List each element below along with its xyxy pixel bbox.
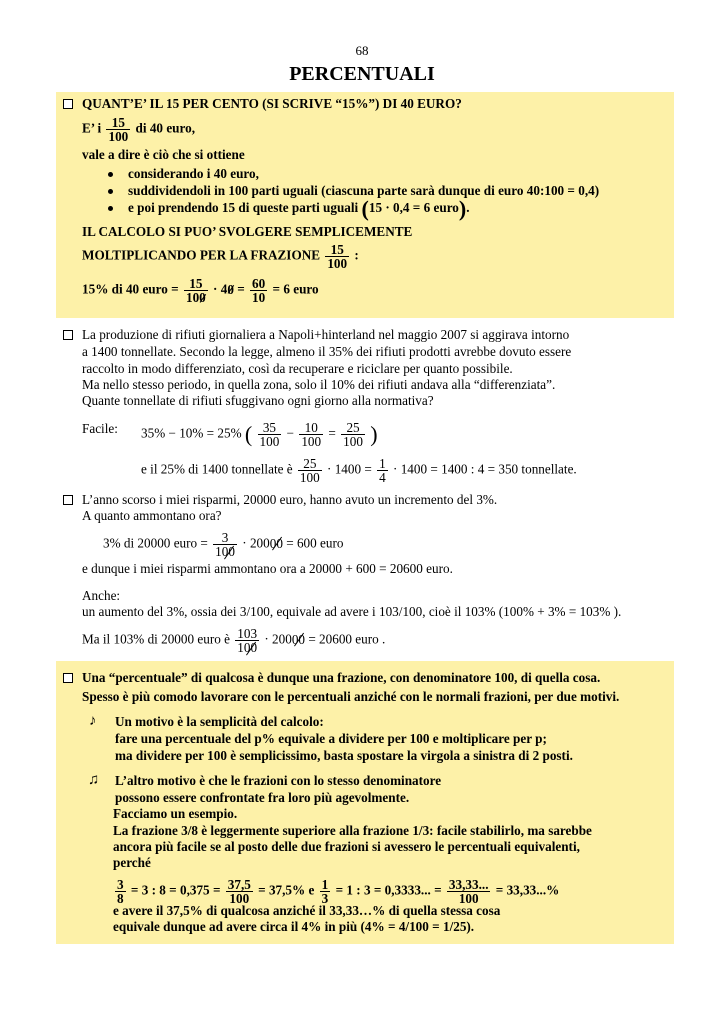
checkbox-icon — [63, 330, 73, 340]
math: · 200 — [264, 631, 292, 647]
motive-1-line-3: ma dividere per 100 è semplicissimo, basta spostare la virgola a sinistra di 2 posti. — [115, 748, 573, 763]
text: Ma il 103% di 20000 euro è — [82, 631, 230, 647]
fraction-25-100 — [341, 421, 365, 448]
numerator: 1 — [321, 877, 329, 892]
denominator: 100 — [259, 434, 280, 449]
paren: ( — [244, 421, 253, 447]
math: = 3 : 8 = 0,375 = — [130, 882, 221, 898]
motive-1-line-2: fare una percentuale del p% equivale a dividere per 100 e moltiplicare per p; — [115, 731, 547, 746]
checkbox-icon — [63, 495, 73, 505]
numerator: 60 — [252, 276, 266, 291]
motive-1-title: Un motivo è la semplicità del calcolo: — [115, 714, 324, 729]
fraction-3-8 — [115, 878, 126, 905]
calc-3-percent — [103, 531, 343, 558]
cancelled-zeros: 00 — [221, 544, 235, 559]
paren: ) — [370, 421, 378, 447]
checkbox-icon — [63, 673, 73, 683]
text: E’ i — [82, 120, 102, 136]
cancelled-zeros: 00 — [269, 535, 283, 551]
fraction-37-5-100 — [226, 878, 253, 905]
digits: 1 — [215, 544, 222, 559]
fraction-60-10 — [250, 277, 267, 304]
fraction-10-100 — [299, 421, 323, 448]
math: = 33,33...% — [495, 882, 560, 898]
bullet-icon — [108, 172, 113, 177]
fraction-3-100-cancelled — [213, 531, 237, 558]
paren: ) — [458, 195, 467, 221]
s3-line-4: un aumento del 3%, ossia dei 3/100, equivale ad avere i 103/100, cioè il 103% (100% + 3% = 103% ). — [82, 604, 622, 619]
comparison-equation — [113, 878, 559, 905]
dot: · — [213, 281, 218, 297]
cancelled-zeros: 00 — [243, 640, 258, 655]
numerator: 3 — [117, 877, 124, 892]
fraction-1-4 — [377, 457, 388, 484]
denominator: 8 — [117, 891, 124, 906]
motive-2-line-2: possono essere confrontate fra loro più agevolmente. — [115, 790, 410, 805]
numerator: 35 — [258, 421, 282, 435]
denominator: 100 — [301, 434, 322, 449]
fraction-25-100 — [298, 457, 322, 484]
fraction-1-3 — [320, 878, 331, 905]
denominator: 100 — [327, 256, 348, 271]
digits: 1 — [237, 640, 244, 655]
motive-2-title: L’altro motivo è che le frazioni con lo stesso denominatore — [115, 773, 442, 788]
numerator: 25 — [298, 457, 322, 471]
cancelled-zeros: 00 — [291, 631, 306, 647]
math: = 37,5% e — [258, 882, 315, 898]
math: · 200 — [242, 535, 270, 551]
equals: = — [237, 281, 245, 297]
result: = 20600 euro . — [308, 631, 386, 647]
s2-line-5: Quante tonnellate di rifiuti sfuggivano ogni giorno alla normativa? — [82, 393, 434, 408]
text: di 40 euro, — [135, 120, 196, 136]
facile-eq — [141, 421, 378, 448]
calc-line-1: IL CALCOLO SI PUO’ SVOLGERE SEMPLICEMENTE — [82, 224, 413, 239]
denominator: 3 — [321, 891, 329, 906]
cancelled-zero: 0 — [199, 290, 206, 305]
question: QUANT’E’ IL 15 PER CENTO (SI SCRIVE “15%”) DI 40 EURO? — [82, 96, 462, 111]
s3-line-3: e dunque i miei risparmi ammontano ora a 20000 + 600 = 20600 euro. — [82, 561, 453, 576]
beamed-notes-icon: ♫ — [88, 772, 100, 788]
calc-1400 — [141, 457, 577, 484]
denominator: 100 — [458, 891, 479, 906]
s3-line-1: L’anno scorso i miei risparmi, 20000 euro, hanno avuto un incremento del 3%. — [82, 492, 498, 507]
fraction-35-100 — [258, 421, 282, 448]
minus: − — [286, 425, 295, 441]
page-title: PERCENTUALI — [289, 63, 435, 85]
digits: 4 — [220, 281, 228, 297]
bullet-1: considerando i 40 euro, — [128, 166, 259, 181]
text: e poi prendendo 15 di queste parti uguali — [128, 200, 359, 215]
denominator: 100 — [343, 434, 363, 449]
bullet-2: suddividendoli in 100 parti uguali (ciascuna parte sarà dunque di euro 40:100 = 0,4) — [128, 183, 600, 198]
checkbox-icon — [63, 99, 73, 109]
numerator: 25 — [341, 421, 365, 435]
numerator: 10 — [299, 421, 323, 435]
cancelled-zero: 0 — [227, 281, 234, 297]
text: MOLTIPLICANDO PER LA FRAZIONE — [82, 247, 321, 263]
denominator: 100 — [229, 891, 250, 906]
numerator: 103 — [237, 626, 258, 641]
s4-line-1: Una “percentuale” di qualcosa è dunque una frazione, con denominatore 100, di quella cosa. — [82, 670, 601, 685]
text: e il 25% di 1400 tonnellate è — [141, 461, 293, 477]
fraction-15-100 — [325, 243, 349, 270]
eighth-note-icon: ♪ — [89, 713, 97, 729]
denominator: 100 — [299, 470, 320, 485]
vale-line: vale a dire è ciò che si ottiene — [82, 147, 245, 162]
denominator: 4 — [379, 470, 386, 485]
text: 3% di 20000 euro = — [103, 535, 208, 551]
s2-line-4: Ma nello stesso periodo, in quella zona, solo il 10% dei rifiuti andava alla “differenziata”. — [82, 377, 556, 392]
denominator — [213, 545, 237, 558]
bullet-3: e poi prendendo 15 di queste parti uguali (15 · 0,4 = 6 euro). — [128, 195, 470, 221]
math: 15 · 0,4 = 6 euro — [368, 200, 459, 215]
anche-label: Anche: — [82, 588, 121, 603]
s3-line-2: A quanto ammontano ora? — [82, 508, 222, 523]
calc-line-2: MOLTIPLICANDO PER LA FRAZIONE $\frac{15}{100}$ : — [82, 242, 359, 271]
math: · 1400 = 1400 : 4 = 350 tonnellate. — [393, 461, 577, 477]
fraction-33-33-100 — [447, 878, 491, 905]
denominator: 10 — [252, 290, 266, 305]
page-number: 68 — [355, 43, 369, 58]
text: 15% di 40 euro = — [82, 281, 179, 297]
calc-103-percent — [82, 627, 385, 654]
bullet-icon — [108, 206, 113, 211]
s2-line-3: raccolto in modo differenziato, così da recuperare e riciclare per quanto possibile. — [82, 361, 513, 376]
s4-line-2: Spesso è più comodo lavorare con le percentuali anziché con le normali frazioni, per due motivi. — [82, 689, 620, 704]
result: = 6 euro — [272, 281, 319, 297]
numerator: 15 — [106, 116, 130, 130]
numerator: 37,5 — [227, 877, 251, 892]
motive-2-line-6: perché — [113, 855, 151, 870]
denominator — [235, 641, 259, 654]
denominator — [184, 291, 208, 304]
s2-line-1: La produzione di rifiuti giornaliera a Napoli+hinterland nel maggio 2007 si aggirava intorno — [82, 327, 570, 342]
fraction-15-100-cancelled — [184, 277, 208, 304]
result: = 600 euro — [286, 535, 344, 551]
bullet-icon — [108, 189, 113, 194]
motive-2-line-5: ancora più facile se al posto delle due frazioni si avessero le percentuali equivalenti, — [113, 839, 580, 854]
fraction-line — [82, 116, 195, 143]
fraction-15-100 — [106, 116, 130, 143]
numerator: 33,33... — [448, 877, 489, 892]
numerator: 15 — [325, 243, 349, 257]
s2-line-2: a 1400 tonnellate. Secondo la legge, almeno il 35% dei rifiuti prodotti avrebbe dovuto essere — [82, 344, 572, 359]
example-line — [82, 277, 319, 304]
numerator: 1 — [379, 456, 386, 471]
digits: 10 — [185, 290, 200, 305]
math: = 1 : 3 = 0,3333... = — [335, 882, 442, 898]
equals: = — [328, 425, 336, 441]
numerator: 3 — [213, 531, 237, 545]
motive-2-line-8: equivale dunque ad avere circa il 4% in più (4% = 4/100 = 1/25). — [113, 919, 475, 934]
denominator: 100 — [108, 129, 129, 144]
motive-2-line-7: e avere il 37,5% di qualcosa anziché il 33,33…% di quella stessa cosa — [113, 903, 501, 918]
fraction-103-100-cancelled — [235, 627, 259, 654]
motive-2-line-3: Facciamo un esempio. — [113, 806, 238, 821]
facile-label: Facile: — [82, 421, 118, 436]
math: · 1400 = — [327, 461, 372, 477]
paren: ( — [361, 195, 369, 221]
motive-2-line-4: La frazione 3/8 è leggermente superiore alla frazione 1/3: facile stabilirlo, ma sarebbe — [113, 823, 592, 838]
numerator: 15 — [184, 277, 208, 291]
text: 35% − 10% = 25% — [141, 425, 242, 441]
